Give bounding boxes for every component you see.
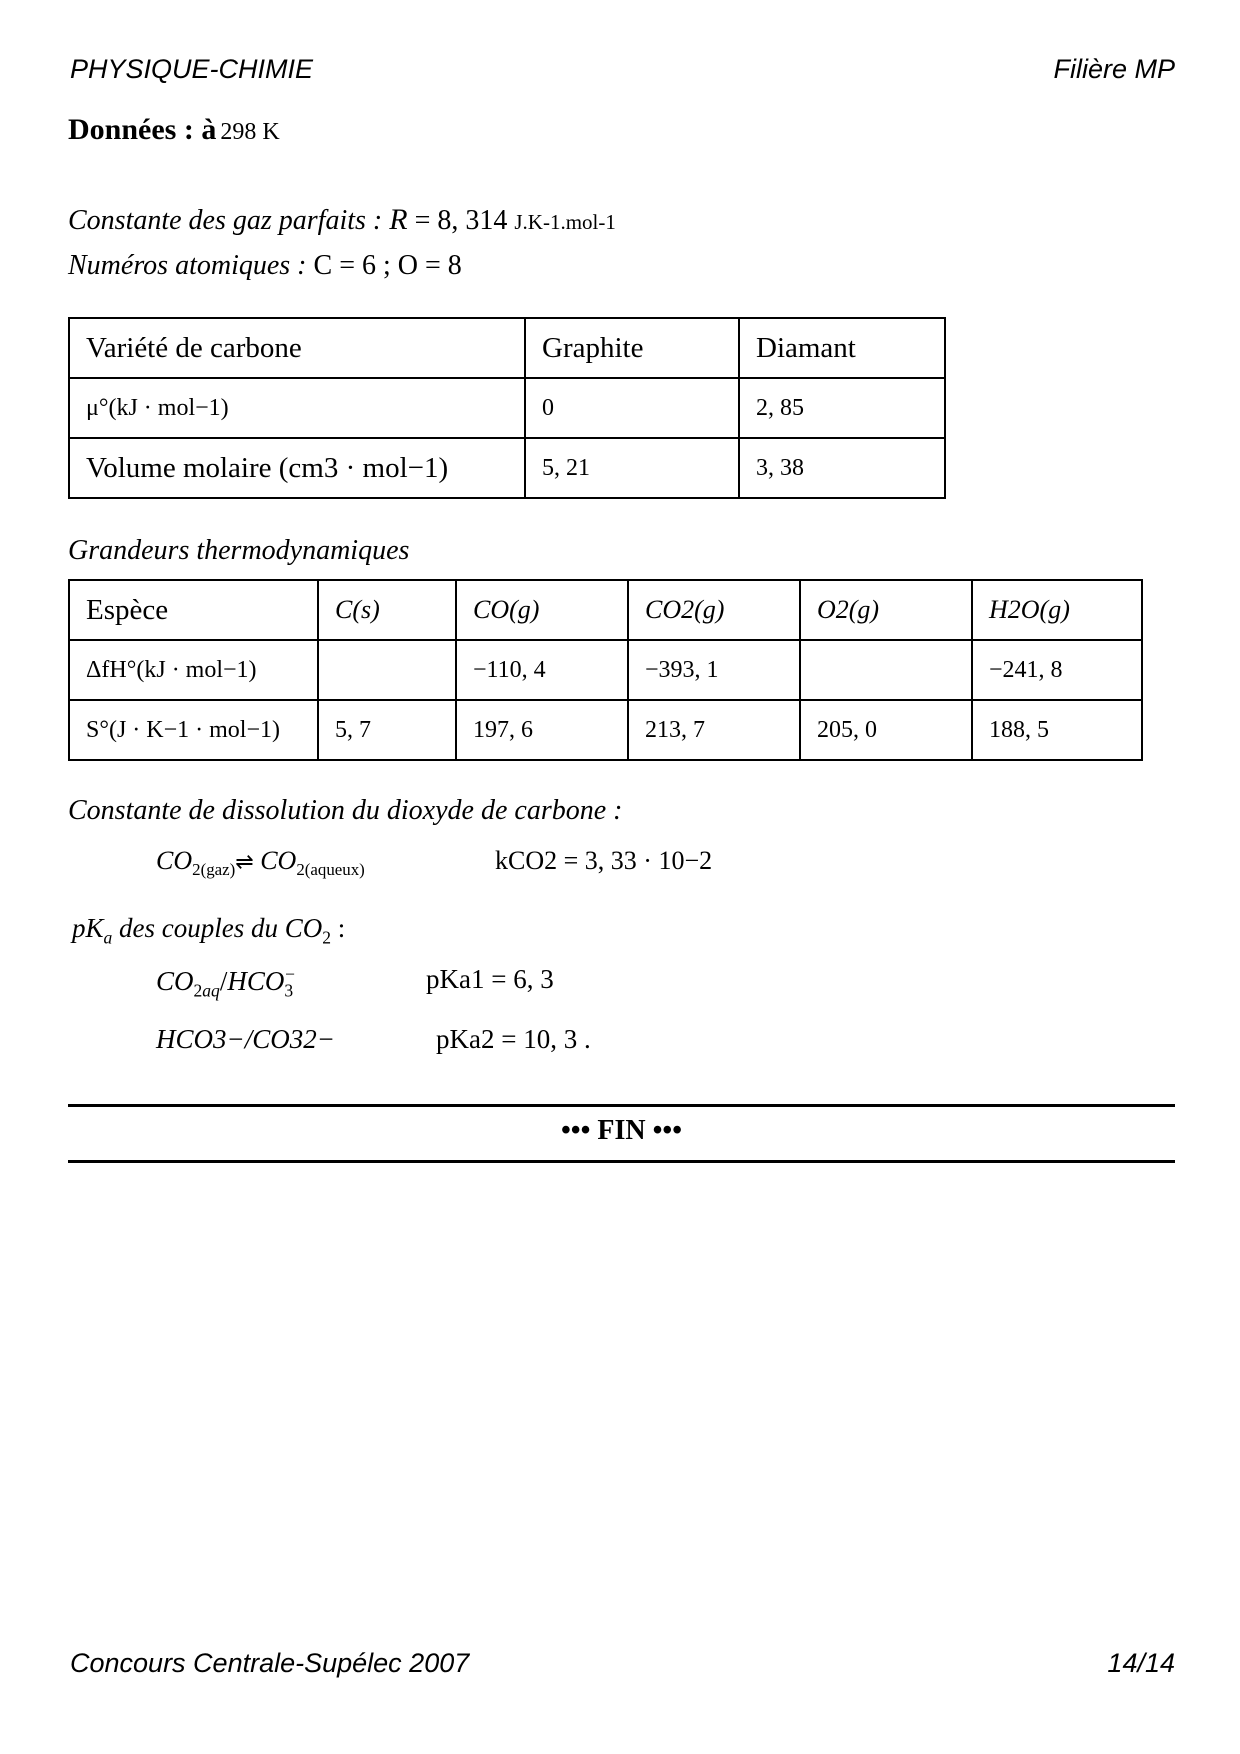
cell: 213, 7 — [628, 700, 800, 760]
gas-constant-line: Constante des gaz parfaits : R = 8, 314 J.K-1.mol-1 — [68, 203, 616, 236]
row-label: Volume molaire (cm3 · mol−1) — [69, 438, 525, 498]
table-row — [69, 580, 1142, 640]
row-label: ΔfH°(kJ · mol−1) — [69, 640, 318, 700]
header-cell: Diamant — [739, 318, 945, 378]
gas-constant-label: Constante des gaz parfaits : — [68, 205, 383, 236]
atomic-number-c: C = 6 — [313, 250, 376, 281]
cell: 0 — [525, 378, 739, 438]
pka-value-1: pKa1 = 6, 3 — [426, 964, 554, 994]
donnees-label: Données : à — [68, 113, 217, 146]
cell: 197, 6 — [456, 700, 628, 760]
atomic-numbers-line: Numéros atomiques : C = 6 ; O = 8 — [68, 250, 462, 281]
header-filiere: Filière MP — [1053, 54, 1175, 84]
cell: −110, 4 — [456, 640, 628, 700]
header-cell: CO2(g) — [628, 580, 800, 640]
pka-couple-2: HCO3−/CO32− — [156, 1024, 335, 1054]
cell: 2, 85 — [739, 378, 945, 438]
divider-top — [68, 1104, 1175, 1107]
donnees-line — [68, 113, 280, 147]
donnees-temp: 298 K — [220, 119, 280, 145]
gas-constant-symbol: R — [389, 203, 408, 236]
thermo-title: Grandeurs thermodynamiques — [68, 535, 410, 566]
cell: −393, 1 — [628, 640, 800, 700]
header-cell: Variété de carbone — [69, 318, 525, 378]
header-subject: PHYSIQUE-CHIMIE — [70, 54, 314, 84]
cell — [800, 640, 972, 700]
pka-couple-1: $CO_{2aq}/HCO_3^-$ — [156, 964, 295, 1001]
dissolution-equation: $CO_{2(gaz)}\rightleftharpoons$ $CO_{2(aqueux)}$ — [156, 846, 365, 880]
header-cell: O2(g) — [800, 580, 972, 640]
divider-bottom — [68, 1160, 1175, 1163]
row-label: S°(J · K−1 · mol−1) — [69, 700, 318, 760]
dissolution-constant: kCO2 = 3, 33 · 10−2 — [495, 846, 713, 875]
table-row — [69, 438, 945, 498]
table-row — [69, 318, 945, 378]
header-cell: Graphite — [525, 318, 739, 378]
cell: 188, 5 — [972, 700, 1142, 760]
cell: 205, 0 — [800, 700, 972, 760]
cell: 5, 21 — [525, 438, 739, 498]
header-cell: C(s) — [318, 580, 456, 640]
atomic-number-o: O = 8 — [397, 250, 462, 281]
cell: −241, 8 — [972, 640, 1142, 700]
row-label: μ°(kJ · mol−1) — [69, 378, 525, 438]
carbon-table — [68, 317, 946, 499]
footer-contest: Concours Centrale-Supélec 2007 — [70, 1648, 470, 1678]
pka-title: $pK_a$ des couples du $CO_2$ : — [72, 913, 346, 948]
header-cell: CO(g) — [456, 580, 628, 640]
cell: 3, 38 — [739, 438, 945, 498]
cell — [318, 640, 456, 700]
gas-constant-value: 8, 314 — [437, 205, 508, 236]
end-marker: ••• FIN ••• — [560, 1115, 683, 1146]
table-row — [69, 640, 1142, 700]
table-row — [69, 378, 945, 438]
header-cell: H2O(g) — [972, 580, 1142, 640]
table-row — [69, 700, 1142, 760]
gas-constant-unit: J.K-1.mol-1 — [514, 210, 616, 234]
header-cell: Espèce — [69, 580, 318, 640]
footer-page-number: 14/14 — [1107, 1648, 1175, 1678]
atomic-numbers-label: Numéros atomiques : — [68, 250, 307, 281]
pka-value-2: pKa2 = 10, 3 . — [436, 1024, 591, 1054]
cell: 5, 7 — [318, 700, 456, 760]
thermo-table — [68, 579, 1143, 761]
dissolution-title: Constante de dissolution du dioxyde de carbone : — [68, 795, 623, 826]
